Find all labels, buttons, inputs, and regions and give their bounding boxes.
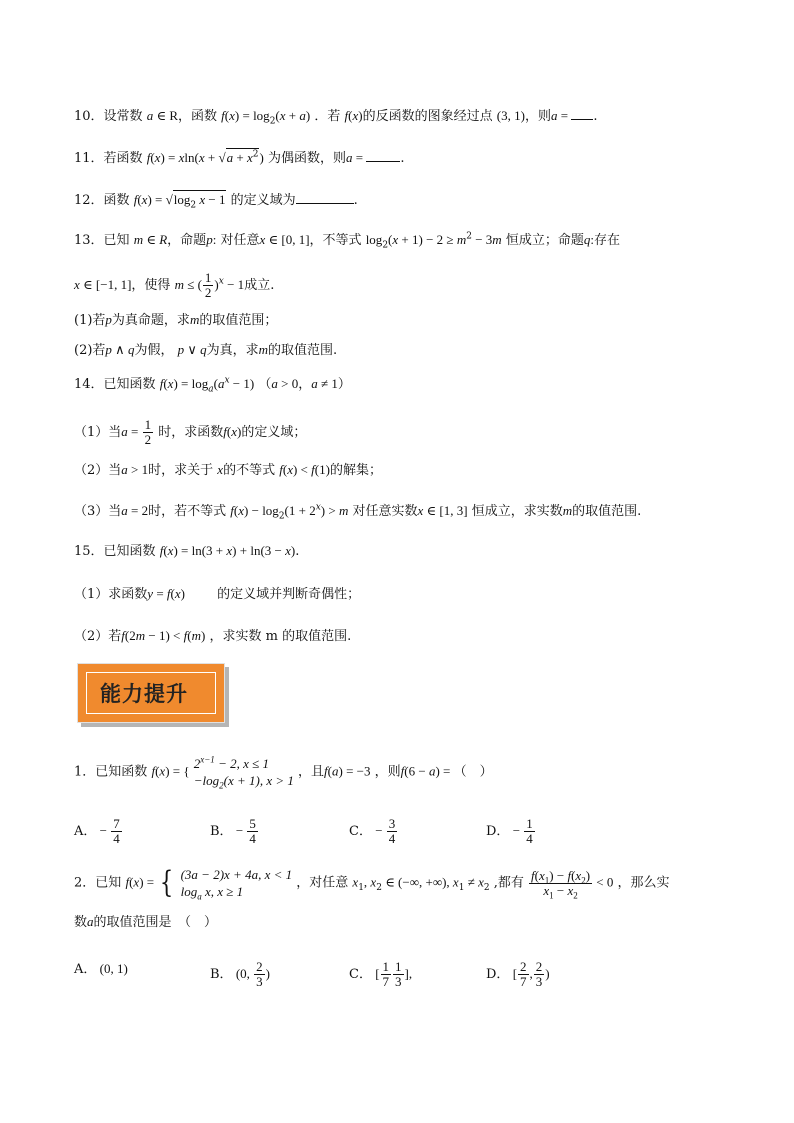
- question-14-part2: （2）当a > 1时，求关于 x的不等式 f(x) < f(1)的解集；: [74, 462, 382, 478]
- question-15-part2: （2）若f(2m − 1) < f(m) ，求实数 m 的取值范围.: [74, 628, 352, 644]
- problem-1-option-a[interactable]: A． − $\frac{7}{4}$: [74, 816, 120, 846]
- question-15: 15．已知函数 f(x) = ln(3 + x) + ln(3 − x).: [74, 543, 300, 559]
- problem-1-option-b[interactable]: B． − $\frac{5}{4}$: [210, 816, 256, 846]
- problem-2-option-a[interactable]: A． (0, 1): [74, 961, 128, 977]
- question-12: 12．函数 $f(x) = √\log_2$ x − 1 的定义域为 .: [74, 192, 358, 211]
- question-14: 14．已知函数 $f(x) = \log_a(a^x - 1) (a > 0$，a ≠ 1）: [74, 375, 351, 395]
- question-14-part3: （3）当a = 2时，若不等式 $f(x) - \log_2(1 + 2^x) > m$ 对任意实数x ∈ [1, 3] 恒成立，求实数m的取值范围.: [74, 502, 642, 522]
- problem-2-option-b[interactable]: B． (0, $\frac{2}{3}$ ): [210, 959, 270, 989]
- section-banner: [77, 663, 227, 725]
- question-14-part1: （1）当a = $\frac{1}{2}$ 时，求函数f(x)的定义域；: [74, 417, 307, 447]
- problem-2-line2: 数a的取值范围是 （ ）: [74, 914, 218, 930]
- question-13: 13．已知 m ∈ R，命题p: 对任意x ∈ [0, 1]，不等式 $\log_2(x + 1) - 2 \ge m^2 - 3m$ 恒成立；命题q:存在: [74, 231, 620, 251]
- question-13-part2: (2)若p ∧ q为假， p ∨ q为真，求m的取值范围.: [74, 342, 338, 358]
- question-10: 10．设常数 a ∈ R，函数 $f(x) = \log_2(x + a)$ ．若 f(x)的反函数的图象经过点 (3, 1)，则a = .: [74, 108, 598, 127]
- problem-1-option-c[interactable]: C． − $\frac{3}{4}$: [349, 816, 396, 846]
- section-title: 能力提升: [100, 682, 188, 706]
- question-15-part1: （1）求函数y = f(x) 的定义域并判断奇偶性；: [74, 586, 361, 602]
- problem-1-option-d[interactable]: D． − $\frac{1}{4}$: [486, 816, 533, 846]
- problem-1: 1．已知函数 f(x) = { $2^{x-1} - 2$, x ≤ 1 $-\log_2(x + 1)$, x > 1 ，且f(a) = −3 ，则f(6 − a) = （ ）: [74, 754, 493, 791]
- question-13-line2: x ∈ [−1, 1]，使得 m ≤ ( $\frac{1}{2}$ )$^x$ − 1成立.: [74, 270, 275, 300]
- question-13-part1: (1)若p为真命题，求m的取值范围；: [74, 312, 278, 328]
- problem-2: 2．已知 f(x) = { (3a − 2)x + 4a, x < 1 $\log_a x$, x ≥ 1 ，对任意 $x_1$, $x_2$ ∈ (−∞, +∞), $x_1 \ne x_2$ ,都有 $\frac{f(x_1) - f(x_2)}{x_1 - x_2}$ < 0 ，那么实: [74, 865, 670, 902]
- question-11: 11．若函数 $f(x) = xln(x + √a + x^2)$ 为偶函数，则a = .: [74, 149, 405, 166]
- problem-2-option-d[interactable]: D． [ $\frac{2}{7}$ , $\frac{2}{3}$ ): [486, 959, 550, 989]
- problem-2-option-c[interactable]: C． [ $\frac{1}{7}$ $\frac{1}{3}$ ],: [349, 959, 413, 989]
